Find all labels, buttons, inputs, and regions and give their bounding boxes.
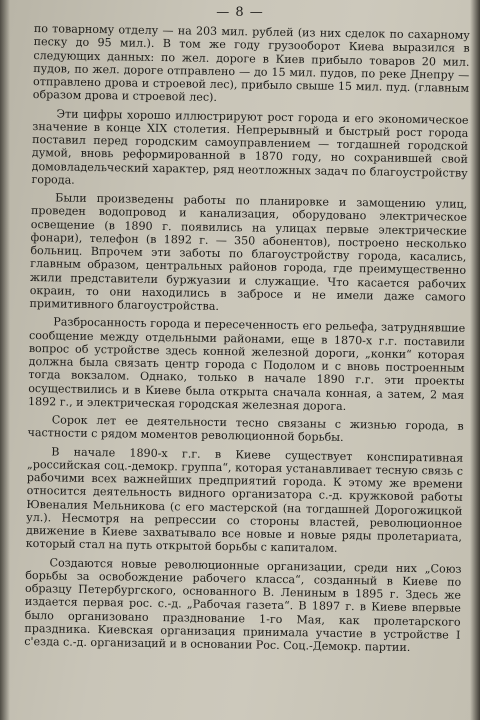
paragraph: Эти цифры хорошо иллюстрируют рост города и его экономическое значение в конце XIX столетия. Непрерывный и быстрый рост города поставил перед городским самоуправлением — тогдашней городской думой, вновь реформированной в 1870 году, но сохранившей свой домовладельческий характер, ряд неотложных задач по благоустройству города. [31,106,469,187]
page-number: — 8 — [216,5,264,20]
paragraph: Создаются новые революционные организации, среди них „Союз борьбы за освобождение рабочего класса“, созданный в Киеве по образцу Петербургского, основанного В. Лениным в 1895 г. Здесь же издается первая рос. с.-д. „Рабочая газета“. В 1897 г. в Киеве впервые было организовано празднование 1-го Мая, как пролетарского праздника. Киевская организация принимала участие в устройстве I с'езда с.-д. организаций и в основании Рос. Соц.-Демокр. партии. [24,555,462,654]
paragraph: по товарному отделу — на 203 мил. рублей (из них сделок по сахарному песку до 95 мил.). В том же году грузооборот Киева выразился в следующих данных: по жел. дороге в Киев прибыло товаров 20 мил. пудов, по жел. дороге отправлено — до 15 мил. пудов, по реке Днепру — отправлено дрова и строевой лес), прибыло свыше 15 мил. пуд. (главным образом дрова и строевой лес). [32,22,470,105]
paragraph: Сорок лет ее деятельности тесно связаны с жизнью города, в частности с рядом моментов революционной борьбы. [27,413,464,445]
body-text [24,22,470,655]
paragraph: Разбросанность города и пересеченность его рельефа, затруднявшие сообщение между отдельными районами, еще в 1870-х г.г. поставили вопрос об устройстве здесь конной железной дороги, „конки“ которая должна была связать центр города с Подолом и с вновь построенным тогда вокзалом. Однако, только в начале 1890 г.г. эти проекты осуществились и в Киеве была открыта сначала конная, а затем, 2 мая 1892 г., и электрическая городская железная дорога. [27,315,466,413]
paragraph: Были произведены работы по планировке и замощению улиц, проведен водопровод и канализация, оборудовано электрическое освещение (в 1890 г. появились на улицах первые электрические фонари), телефон (в 1892 г. — 350 абонентов), построено несколько больниц. Впрочем эти заботы по благоустройству города, касались, главным образом, центральных районов города, где преимущественно жили представители буржуазии и служащие. Что касается рабочих окраин, то они находились в забросе и не имели даже самого примитивного благоустройства. [29,191,468,313]
page-shadow-right [470,0,480,720]
page-shadow-left [0,0,10,720]
paragraph: В начале 1890-х г.г. в Киеве существует конспиративная „российская соц.-демокр. группа“, которая устанавливает тесную связь с рабочими всех важнейших предприятий города. К этому же времени относится деятельность видного организатора с.-д. кружковой работы Ювеналия Мельникова (с его мастерской (на тогдашней Дорогожицкой ул.). Несмотря на репрессии со стороны властей, революционное движение в Киеве захватывало все новые и новые ряды пролетариата, который стал на путь открытой борьбы с капиталом. [25,444,464,556]
